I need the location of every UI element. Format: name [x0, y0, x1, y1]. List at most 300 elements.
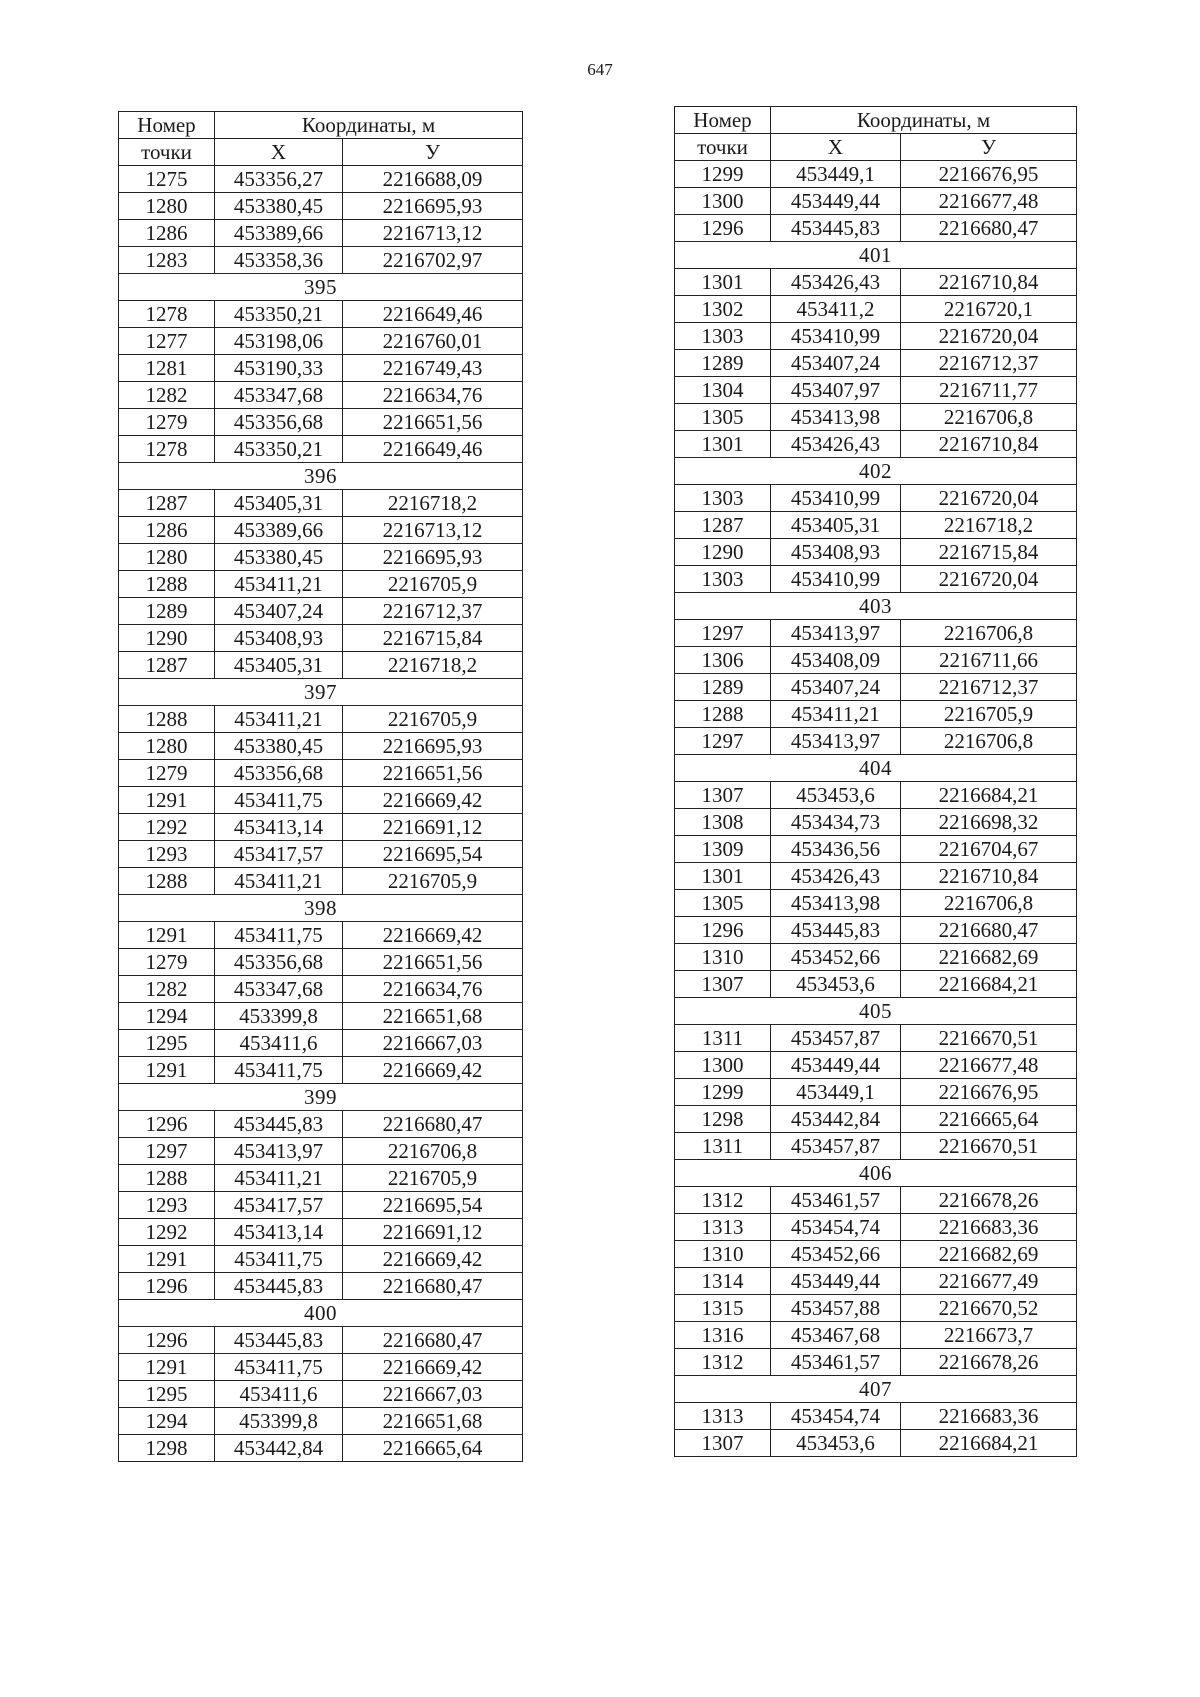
y-coordinate-cell: 2216713,12 — [343, 517, 523, 544]
point-number-cell: 1281 — [119, 355, 215, 382]
x-coordinate-cell: 453436,56 — [771, 836, 901, 863]
y-coordinate-cell: 2216705,9 — [343, 706, 523, 733]
table-row — [119, 490, 523, 517]
table-row — [119, 436, 523, 463]
table-row — [675, 1025, 1077, 1052]
table-row — [675, 1106, 1077, 1133]
x-coordinate-cell: 453426,43 — [771, 431, 901, 458]
header-y: У — [343, 139, 523, 166]
table-row — [119, 1192, 523, 1219]
x-coordinate-cell: 453407,24 — [771, 350, 901, 377]
y-coordinate-cell: 2216669,42 — [343, 1057, 523, 1084]
table-row — [119, 598, 523, 625]
y-coordinate-cell: 2216691,12 — [343, 814, 523, 841]
point-number-cell: 1287 — [119, 652, 215, 679]
point-number-cell: 1296 — [119, 1111, 215, 1138]
x-coordinate-cell: 453457,87 — [771, 1133, 901, 1160]
table-row — [119, 625, 523, 652]
section-row — [675, 1160, 1077, 1187]
point-number-cell: 1299 — [675, 1079, 771, 1106]
point-number-cell: 1288 — [119, 868, 215, 895]
table-row — [675, 323, 1077, 350]
x-coordinate-cell: 453449,44 — [771, 188, 901, 215]
y-coordinate-cell: 2216706,8 — [343, 1138, 523, 1165]
coordinates-table-left — [118, 111, 523, 1462]
point-number-cell: 1315 — [675, 1295, 771, 1322]
table-row — [119, 166, 523, 193]
x-coordinate-cell: 453426,43 — [771, 269, 901, 296]
point-number-cell: 1286 — [119, 517, 215, 544]
section-number: 406 — [675, 1160, 1077, 1187]
table-row — [675, 350, 1077, 377]
section-row — [675, 998, 1077, 1025]
x-coordinate-cell: 453457,88 — [771, 1295, 901, 1322]
y-coordinate-cell: 2216677,49 — [901, 1268, 1077, 1295]
point-number-cell: 1314 — [675, 1268, 771, 1295]
y-coordinate-cell: 2216760,01 — [343, 328, 523, 355]
y-coordinate-cell: 2216705,9 — [901, 701, 1077, 728]
y-coordinate-cell: 2216676,95 — [901, 1079, 1077, 1106]
y-coordinate-cell: 2216705,9 — [343, 571, 523, 598]
x-coordinate-cell: 453454,74 — [771, 1403, 901, 1430]
x-coordinate-cell: 453411,75 — [215, 1354, 343, 1381]
table-row — [119, 1057, 523, 1084]
y-coordinate-cell: 2216665,64 — [343, 1435, 523, 1462]
section-number: 407 — [675, 1376, 1077, 1403]
y-coordinate-cell: 2216680,47 — [343, 1111, 523, 1138]
section-number: 398 — [119, 895, 523, 922]
table-row — [675, 485, 1077, 512]
x-coordinate-cell: 453411,6 — [215, 1381, 343, 1408]
x-coordinate-cell: 453356,68 — [215, 949, 343, 976]
point-number-cell: 1288 — [119, 1165, 215, 1192]
point-number-cell: 1291 — [119, 1246, 215, 1273]
y-coordinate-cell: 2216677,48 — [901, 188, 1077, 215]
y-coordinate-cell: 2216702,97 — [343, 247, 523, 274]
y-coordinate-cell: 2216688,09 — [343, 166, 523, 193]
y-coordinate-cell: 2216651,56 — [343, 409, 523, 436]
x-coordinate-cell: 453410,99 — [771, 566, 901, 593]
table-row — [675, 863, 1077, 890]
point-number-cell: 1275 — [119, 166, 215, 193]
section-row — [675, 458, 1077, 485]
point-number-cell: 1289 — [675, 674, 771, 701]
y-coordinate-cell: 2216715,84 — [901, 539, 1077, 566]
table-row — [119, 1327, 523, 1354]
table-row — [675, 728, 1077, 755]
x-coordinate-cell: 453449,44 — [771, 1052, 901, 1079]
x-coordinate-cell: 453408,93 — [215, 625, 343, 652]
table-row — [119, 1111, 523, 1138]
point-number-cell: 1295 — [119, 1381, 215, 1408]
table-row — [119, 409, 523, 436]
header-point-number-2: точки — [675, 134, 771, 161]
table-row — [675, 566, 1077, 593]
section-number: 396 — [119, 463, 523, 490]
page-number: 647 — [587, 60, 613, 79]
table-row — [119, 760, 523, 787]
section-row — [119, 1084, 523, 1111]
y-coordinate-cell: 2216706,8 — [901, 728, 1077, 755]
section-number: 400 — [119, 1300, 523, 1327]
section-number: 395 — [119, 274, 523, 301]
section-row — [119, 1300, 523, 1327]
y-coordinate-cell: 2216665,64 — [901, 1106, 1077, 1133]
table-row — [119, 787, 523, 814]
table-row — [119, 949, 523, 976]
point-number-cell: 1291 — [119, 1057, 215, 1084]
point-number-cell: 1313 — [675, 1403, 771, 1430]
point-number-cell: 1288 — [119, 571, 215, 598]
y-coordinate-cell: 2216720,04 — [901, 566, 1077, 593]
x-coordinate-cell: 453411,21 — [215, 571, 343, 598]
coordinates-table-right — [674, 106, 1077, 1457]
x-coordinate-cell: 453454,74 — [771, 1214, 901, 1241]
x-coordinate-cell: 453411,21 — [215, 868, 343, 895]
y-coordinate-cell: 2216720,04 — [901, 485, 1077, 512]
y-coordinate-cell: 2216710,84 — [901, 269, 1077, 296]
x-coordinate-cell: 453426,43 — [771, 863, 901, 890]
y-coordinate-cell: 2216698,32 — [901, 809, 1077, 836]
section-row — [119, 274, 523, 301]
point-number-cell: 1277 — [119, 328, 215, 355]
y-coordinate-cell: 2216710,84 — [901, 431, 1077, 458]
x-coordinate-cell: 453190,33 — [215, 355, 343, 382]
point-number-cell: 1282 — [119, 976, 215, 1003]
y-coordinate-cell: 2216676,95 — [901, 161, 1077, 188]
y-coordinate-cell: 2216695,93 — [343, 193, 523, 220]
y-coordinate-cell: 2216720,04 — [901, 323, 1077, 350]
point-number-cell: 1283 — [119, 247, 215, 274]
point-number-cell: 1295 — [119, 1030, 215, 1057]
point-number-cell: 1303 — [675, 485, 771, 512]
x-coordinate-cell: 453442,84 — [771, 1106, 901, 1133]
table-row — [119, 1273, 523, 1300]
section-number: 405 — [675, 998, 1077, 1025]
x-coordinate-cell: 453413,97 — [771, 620, 901, 647]
y-coordinate-cell: 2216713,12 — [343, 220, 523, 247]
section-row — [675, 593, 1077, 620]
table-row — [675, 674, 1077, 701]
header-coordinates: Координаты, м — [771, 107, 1077, 134]
table-row — [119, 1219, 523, 1246]
y-coordinate-cell: 2216712,37 — [901, 674, 1077, 701]
table-row — [119, 301, 523, 328]
x-coordinate-cell: 453411,6 — [215, 1030, 343, 1057]
table-row — [119, 1408, 523, 1435]
point-number-cell: 1289 — [119, 598, 215, 625]
x-coordinate-cell: 453347,68 — [215, 382, 343, 409]
x-coordinate-cell: 453413,14 — [215, 814, 343, 841]
table-row — [119, 220, 523, 247]
table-row — [675, 890, 1077, 917]
x-coordinate-cell: 453380,45 — [215, 193, 343, 220]
y-coordinate-cell: 2216669,42 — [343, 922, 523, 949]
point-number-cell: 1292 — [119, 1219, 215, 1246]
y-coordinate-cell: 2216669,42 — [343, 1354, 523, 1381]
table-row — [119, 841, 523, 868]
table-row — [119, 1030, 523, 1057]
x-coordinate-cell: 453445,83 — [771, 917, 901, 944]
y-coordinate-cell: 2216651,56 — [343, 760, 523, 787]
point-number-cell: 1310 — [675, 1241, 771, 1268]
y-coordinate-cell: 2216706,8 — [901, 620, 1077, 647]
point-number-cell: 1290 — [119, 625, 215, 652]
table-row — [119, 868, 523, 895]
y-coordinate-cell: 2216705,9 — [343, 1165, 523, 1192]
table-body-left — [119, 166, 523, 1462]
point-number-cell: 1296 — [119, 1273, 215, 1300]
y-coordinate-cell: 2216695,93 — [343, 733, 523, 760]
x-coordinate-cell: 453461,57 — [771, 1187, 901, 1214]
x-coordinate-cell: 453413,14 — [215, 1219, 343, 1246]
table-row — [675, 215, 1077, 242]
x-coordinate-cell: 453410,99 — [771, 485, 901, 512]
table-row — [119, 355, 523, 382]
x-coordinate-cell: 453417,57 — [215, 1192, 343, 1219]
table-row — [675, 971, 1077, 998]
x-coordinate-cell: 453380,45 — [215, 733, 343, 760]
table-row — [119, 733, 523, 760]
y-coordinate-cell: 2216711,77 — [901, 377, 1077, 404]
x-coordinate-cell: 453407,24 — [771, 674, 901, 701]
y-coordinate-cell: 2216710,84 — [901, 863, 1077, 890]
point-number-cell: 1298 — [675, 1106, 771, 1133]
x-coordinate-cell: 453413,97 — [771, 728, 901, 755]
x-coordinate-cell: 453411,75 — [215, 922, 343, 949]
table-row — [675, 1430, 1077, 1457]
header-x: X — [771, 134, 901, 161]
x-coordinate-cell: 453407,97 — [771, 377, 901, 404]
table-row — [675, 1214, 1077, 1241]
y-coordinate-cell: 2216682,69 — [901, 944, 1077, 971]
point-number-cell: 1301 — [675, 431, 771, 458]
point-number-cell: 1310 — [675, 944, 771, 971]
y-coordinate-cell: 2216695,54 — [343, 1192, 523, 1219]
y-coordinate-cell: 2216649,46 — [343, 436, 523, 463]
point-number-cell: 1282 — [119, 382, 215, 409]
y-coordinate-cell: 2216680,47 — [343, 1327, 523, 1354]
y-coordinate-cell: 2216634,76 — [343, 976, 523, 1003]
section-row — [119, 895, 523, 922]
table-row — [675, 782, 1077, 809]
x-coordinate-cell: 453457,87 — [771, 1025, 901, 1052]
x-coordinate-cell: 453405,31 — [215, 652, 343, 679]
point-number-cell: 1294 — [119, 1003, 215, 1030]
y-coordinate-cell: 2216705,9 — [343, 868, 523, 895]
table-row — [675, 917, 1077, 944]
table-row — [675, 1241, 1077, 1268]
x-coordinate-cell: 453449,1 — [771, 161, 901, 188]
x-coordinate-cell: 453350,21 — [215, 436, 343, 463]
x-coordinate-cell: 453405,31 — [771, 512, 901, 539]
x-coordinate-cell: 453411,75 — [215, 1246, 343, 1273]
point-number-cell: 1307 — [675, 1430, 771, 1457]
point-number-cell: 1291 — [119, 787, 215, 814]
y-coordinate-cell: 2216720,1 — [901, 296, 1077, 323]
point-number-cell: 1293 — [119, 841, 215, 868]
x-coordinate-cell: 453407,24 — [215, 598, 343, 625]
y-coordinate-cell: 2216670,51 — [901, 1133, 1077, 1160]
x-coordinate-cell: 453445,83 — [215, 1273, 343, 1300]
table-row — [119, 1381, 523, 1408]
table-row — [675, 404, 1077, 431]
x-coordinate-cell: 453413,98 — [771, 890, 901, 917]
table-row — [119, 922, 523, 949]
table-row — [675, 161, 1077, 188]
table-row — [119, 706, 523, 733]
y-coordinate-cell: 2216670,52 — [901, 1295, 1077, 1322]
table-row — [675, 1079, 1077, 1106]
point-number-cell: 1286 — [119, 220, 215, 247]
x-coordinate-cell: 453453,6 — [771, 1430, 901, 1457]
x-coordinate-cell: 453452,66 — [771, 944, 901, 971]
y-coordinate-cell: 2216634,76 — [343, 382, 523, 409]
point-number-cell: 1294 — [119, 1408, 215, 1435]
x-coordinate-cell: 453408,93 — [771, 539, 901, 566]
x-coordinate-cell: 453411,75 — [215, 1057, 343, 1084]
section-number: 397 — [119, 679, 523, 706]
x-coordinate-cell: 453399,8 — [215, 1408, 343, 1435]
y-coordinate-cell: 2216718,2 — [343, 652, 523, 679]
table-row — [675, 377, 1077, 404]
point-number-cell: 1303 — [675, 566, 771, 593]
point-number-cell: 1279 — [119, 760, 215, 787]
point-number-cell: 1305 — [675, 890, 771, 917]
table-row — [675, 1133, 1077, 1160]
y-coordinate-cell: 2216683,36 — [901, 1403, 1077, 1430]
table-row — [675, 1403, 1077, 1430]
y-coordinate-cell: 2216712,37 — [343, 598, 523, 625]
point-number-cell: 1287 — [675, 512, 771, 539]
x-coordinate-cell: 453408,09 — [771, 647, 901, 674]
x-coordinate-cell: 453389,66 — [215, 220, 343, 247]
header-point-number-2: точки — [119, 139, 215, 166]
point-number-cell: 1301 — [675, 269, 771, 296]
x-coordinate-cell: 453380,45 — [215, 544, 343, 571]
table-row — [675, 1268, 1077, 1295]
table-row — [675, 296, 1077, 323]
point-number-cell: 1291 — [119, 1354, 215, 1381]
x-coordinate-cell: 453453,6 — [771, 782, 901, 809]
point-number-cell: 1297 — [119, 1138, 215, 1165]
point-number-cell: 1305 — [675, 404, 771, 431]
point-number-cell: 1309 — [675, 836, 771, 863]
point-number-cell: 1302 — [675, 296, 771, 323]
x-coordinate-cell: 453445,83 — [215, 1327, 343, 1354]
x-coordinate-cell: 453347,68 — [215, 976, 343, 1003]
x-coordinate-cell: 453434,73 — [771, 809, 901, 836]
table-row — [675, 620, 1077, 647]
y-coordinate-cell: 2216684,21 — [901, 782, 1077, 809]
x-coordinate-cell: 453445,83 — [771, 215, 901, 242]
point-number-cell: 1296 — [675, 215, 771, 242]
point-number-cell: 1280 — [119, 733, 215, 760]
table-row — [675, 1052, 1077, 1079]
point-number-cell: 1279 — [119, 949, 215, 976]
x-coordinate-cell: 453449,1 — [771, 1079, 901, 1106]
point-number-cell: 1311 — [675, 1025, 771, 1052]
point-number-cell: 1291 — [119, 922, 215, 949]
point-number-cell: 1288 — [119, 706, 215, 733]
y-coordinate-cell: 2216678,26 — [901, 1187, 1077, 1214]
section-row — [119, 463, 523, 490]
x-coordinate-cell: 453452,66 — [771, 1241, 901, 1268]
section-number: 401 — [675, 242, 1077, 269]
x-coordinate-cell: 453413,98 — [771, 404, 901, 431]
y-coordinate-cell: 2216682,69 — [901, 1241, 1077, 1268]
point-number-cell: 1287 — [119, 490, 215, 517]
y-coordinate-cell: 2216684,21 — [901, 971, 1077, 998]
y-coordinate-cell: 2216670,51 — [901, 1025, 1077, 1052]
table-row — [119, 976, 523, 1003]
x-coordinate-cell: 453453,6 — [771, 971, 901, 998]
x-coordinate-cell: 453449,44 — [771, 1268, 901, 1295]
header-coordinates: Координаты, м — [215, 112, 523, 139]
point-number-cell: 1293 — [119, 1192, 215, 1219]
header-point-number: Номер — [675, 107, 771, 134]
y-coordinate-cell: 2216718,2 — [901, 512, 1077, 539]
point-number-cell: 1280 — [119, 544, 215, 571]
table-row — [119, 814, 523, 841]
x-coordinate-cell: 453442,84 — [215, 1435, 343, 1462]
x-coordinate-cell: 453411,75 — [215, 787, 343, 814]
table-row — [119, 1165, 523, 1192]
y-coordinate-cell: 2216691,12 — [343, 1219, 523, 1246]
x-coordinate-cell: 453356,68 — [215, 760, 343, 787]
header-x: X — [215, 139, 343, 166]
x-coordinate-cell: 453445,83 — [215, 1111, 343, 1138]
x-coordinate-cell: 453399,8 — [215, 1003, 343, 1030]
x-coordinate-cell: 453356,68 — [215, 409, 343, 436]
point-number-cell: 1278 — [119, 436, 215, 463]
x-coordinate-cell: 453461,57 — [771, 1349, 901, 1376]
table-row — [119, 1003, 523, 1030]
point-number-cell: 1313 — [675, 1214, 771, 1241]
section-row — [675, 755, 1077, 782]
y-coordinate-cell: 2216683,36 — [901, 1214, 1077, 1241]
point-number-cell: 1299 — [675, 161, 771, 188]
y-coordinate-cell: 2216695,54 — [343, 841, 523, 868]
y-coordinate-cell: 2216680,47 — [343, 1273, 523, 1300]
y-coordinate-cell: 2216673,7 — [901, 1322, 1077, 1349]
point-number-cell: 1308 — [675, 809, 771, 836]
table-row — [119, 193, 523, 220]
table-row — [675, 809, 1077, 836]
section-number: 399 — [119, 1084, 523, 1111]
table-row — [675, 1187, 1077, 1214]
table-row — [119, 247, 523, 274]
table-row — [119, 544, 523, 571]
point-number-cell: 1280 — [119, 193, 215, 220]
table-row — [675, 1295, 1077, 1322]
header-point-number: Номер — [119, 112, 215, 139]
y-coordinate-cell: 2216677,48 — [901, 1052, 1077, 1079]
x-coordinate-cell: 453467,68 — [771, 1322, 901, 1349]
table-row — [675, 1322, 1077, 1349]
table-row — [675, 269, 1077, 296]
table-row — [119, 1435, 523, 1462]
y-coordinate-cell: 2216669,42 — [343, 787, 523, 814]
y-coordinate-cell: 2216749,43 — [343, 355, 523, 382]
x-coordinate-cell: 453411,2 — [771, 296, 901, 323]
table-row — [675, 188, 1077, 215]
x-coordinate-cell: 453411,21 — [771, 701, 901, 728]
point-number-cell: 1296 — [675, 917, 771, 944]
table-row — [119, 1354, 523, 1381]
header-y: У — [901, 134, 1077, 161]
y-coordinate-cell: 2216706,8 — [901, 404, 1077, 431]
